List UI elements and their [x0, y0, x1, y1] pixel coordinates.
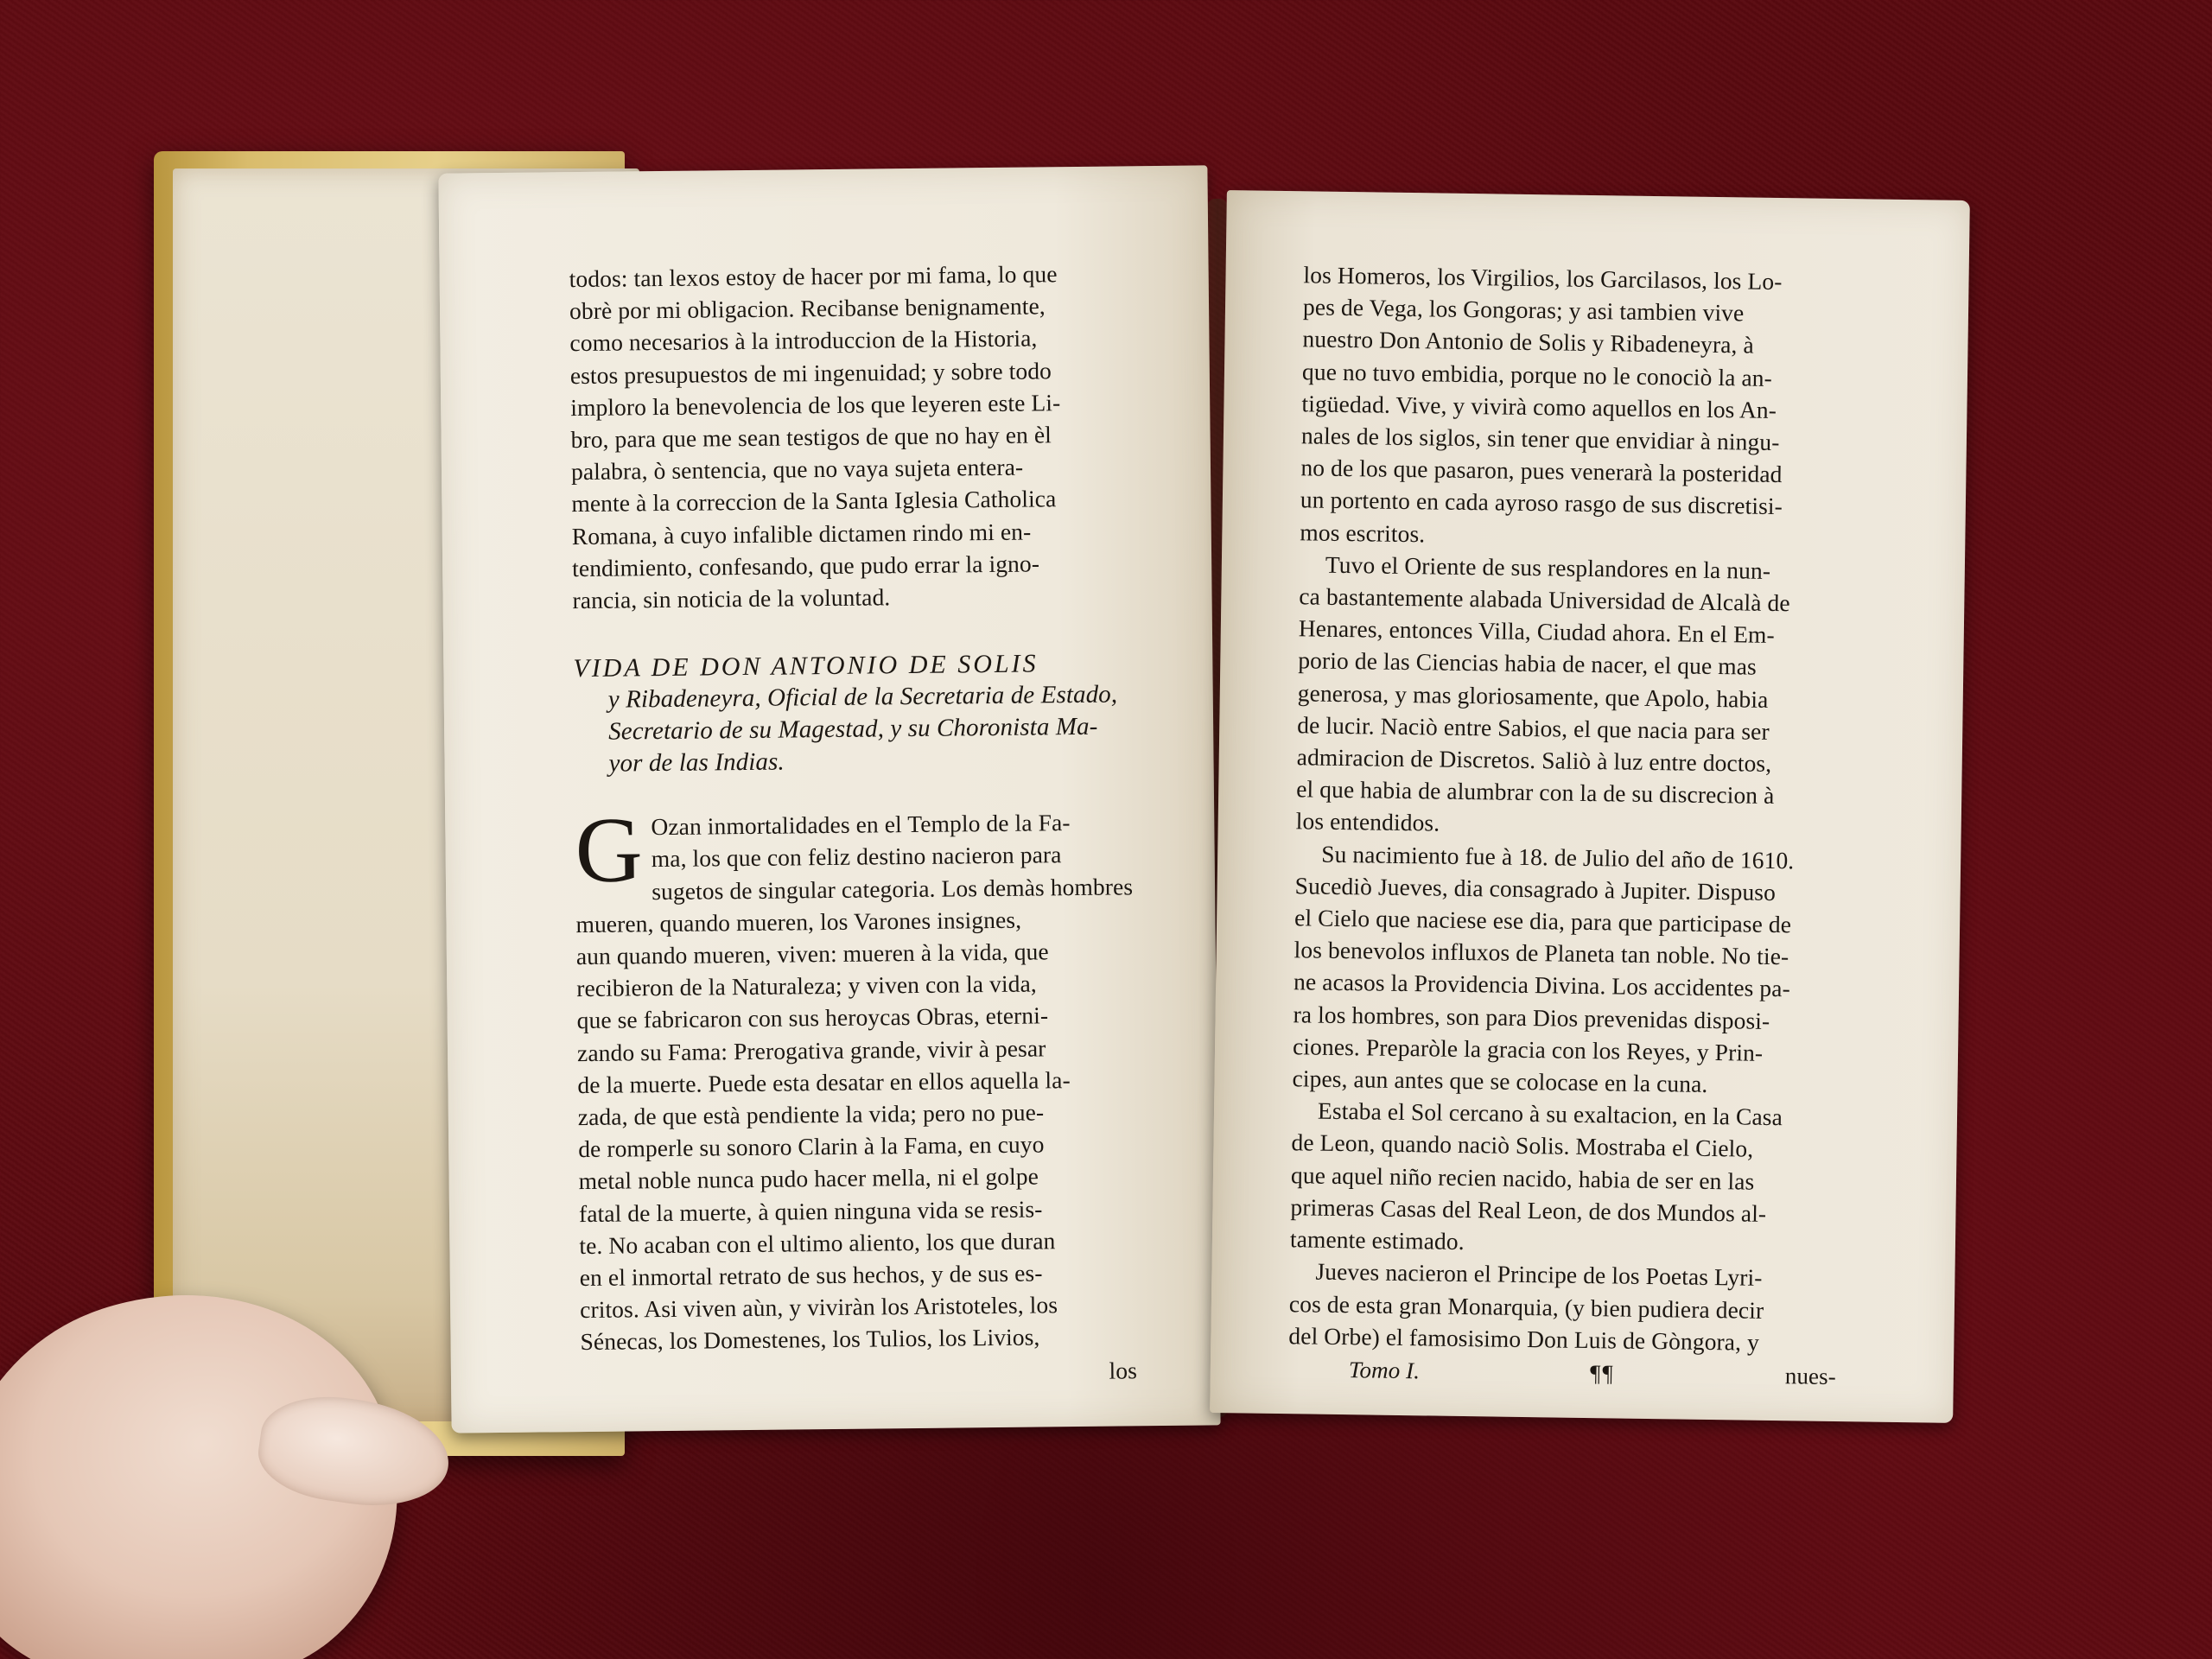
left-page	[438, 165, 1220, 1433]
text-line: mente à la correccion de la Santa Iglesia Catholica	[571, 485, 1057, 518]
text-line: Ozan inmortalidades en el Templo de la Fa-	[651, 809, 1071, 841]
catchword: nues-	[1784, 1363, 1837, 1389]
right-page	[1210, 190, 1970, 1423]
text-line: en el inmortal retrato de sus hechos, y de sus es-	[579, 1259, 1043, 1292]
text-line: recibieron de la Naturaleza; y viven con la vida,	[576, 969, 1037, 1002]
text-line: ciones. Preparòle la gracia con los Reyes, y Prin-	[1292, 1033, 1764, 1066]
text-line: de la muerte. Puede esta desatar en ellos aquella la-	[577, 1065, 1071, 1098]
text-line: Jueves nacieron el Principe de los Poetas Lyri-	[1315, 1257, 1763, 1292]
text-line: Henares, entonces Villa, Ciudad ahora. En el Em-	[1298, 614, 1775, 649]
text-line: ma, los que con feliz destino nacieron para	[651, 841, 1062, 873]
paragraph	[1295, 548, 1873, 845]
catchword: los	[1109, 1356, 1138, 1384]
text-line: cos de esta gran Monarquia, (y bien pudiera decir	[1288, 1289, 1764, 1324]
text-line: como necesarios à la introduccion de la Historia,	[569, 324, 1038, 357]
chapter-heading	[573, 646, 1155, 780]
volume-label: Tomo I.	[1348, 1357, 1421, 1384]
left-page-text	[569, 257, 1161, 1392]
text-line: zando su Fama: Prerogativa grande, vivir à pesar	[576, 1034, 1046, 1066]
text-line: que aquel niño recien nacido, habia de ser en las	[1290, 1160, 1755, 1195]
text-line: porio de las Ciencias habia de nacer, el que mas	[1298, 646, 1758, 681]
text-line: Tuvo el Oriente de sus resplandores en la nun-	[1325, 550, 1771, 584]
text-line: mueren, quando mueren, los Varones insignes,	[575, 906, 1022, 938]
text-line: bro, para que me sean testigos de que no hay en èl	[570, 421, 1052, 454]
text-line: ra los hombres, son para Dios prevenidas disposi-	[1293, 1000, 1770, 1034]
text-line: generosa, y mas gloriosamente, que Apolo, habia	[1297, 678, 1769, 713]
text-line: Romana, à cuyo infalible dictamen rindo mi en-	[571, 518, 1032, 550]
text-line: zada, de que està pendiente la vida; pero no pue-	[577, 1098, 1045, 1131]
text-line: del Orbe) el famosisimo Don Luis de Gòngora, y	[1288, 1321, 1760, 1356]
text-line: rancia, sin noticia de la voluntad.	[572, 583, 891, 614]
intro-paragraph	[569, 257, 1153, 616]
text-line: los Homeros, los Virgilios, los Garcilasos, los Lo-	[1303, 261, 1783, 296]
text-line: tamente estimado.	[1289, 1225, 1465, 1255]
text-line: imploro la benevolencia de los que leyeren este Li-	[570, 388, 1061, 421]
text-line: no de los que pasaron, pues venerarà la posteridad	[1300, 454, 1783, 488]
text-line: metal noble nunca pudo hacer mella, ni el golpe	[578, 1162, 1039, 1195]
text-line: un portento en cada ayroso rasgo de sus discretisi-	[1300, 486, 1783, 520]
text-line: el Cielo que naciese ese dia, para que participase de	[1294, 904, 1792, 938]
text-line: tendimiento, confesando, que pudo errar la igno-	[572, 550, 1040, 582]
text-line: cipes, aun antes que se colocase en la cuna.	[1292, 1065, 1708, 1098]
text-line: de Leon, quando naciò Solis. Mostraba el Cielo,	[1291, 1128, 1754, 1163]
text-line: nuestro Don Antonio de Solis y Ribadeneyra, à	[1302, 325, 1755, 359]
text-line: admiracion de Discretos. Saliò à luz entre doctos,	[1296, 743, 1772, 777]
text-line: sugetos de singular categoria. Los demàs hombres	[652, 872, 1134, 905]
text-line: que se fabricaron con sus heroycas Obras, eterni-	[576, 1001, 1049, 1034]
drop-cap: G	[574, 798, 644, 903]
chapter-subtitle-line: Secretario de su Magestad, y su Choronista Ma-	[608, 712, 1098, 746]
text-line: estos presupuestos de mi ingenuidad; y sobre todo	[569, 356, 1052, 389]
paragraph	[1288, 1255, 1863, 1359]
text-line: aun quando mueren, viven: mueren à la vida, que	[575, 938, 1049, 970]
text-line: te. No acaban con el ultimo aliento, los que duran	[579, 1227, 1056, 1259]
text-line: critos. Asi viven aùn, y viviràn los Aristoteles, los	[580, 1291, 1058, 1324]
paragraph	[1290, 1095, 1866, 1263]
text-line: tigüedad. Vive, y vivirà como aquellos en los An-	[1301, 390, 1777, 423]
text-line: Sénecas, los Domestenes, los Tulios, los Livios,	[580, 1323, 1040, 1356]
text-line: los entendidos.	[1295, 807, 1440, 837]
chapter-subtitle-line: yor de las Indias.	[608, 747, 785, 778]
right-page-text	[1288, 258, 1878, 1393]
paragraph	[1292, 837, 1869, 1103]
text-line: nales de los siglos, sin tener que envidiar à ningu-	[1300, 422, 1780, 456]
text-line: fatal de la muerte, à quien ninguna vida se resis-	[578, 1195, 1043, 1227]
text-line: mos escritos.	[1300, 518, 1426, 547]
opening-paragraph	[574, 798, 1161, 1392]
text-line: Sucediò Jueves, dia consagrado à Jupiter. Dispuso	[1294, 872, 1777, 906]
chapter-title: VIDA DE DON ANTONIO DE SOLIS	[573, 649, 1039, 683]
text-line: palabra, ò sentencia, que no vaya sujeta entera-	[570, 453, 1024, 486]
text-line: obrè por mi obligacion. Recibanse benignamente,	[569, 292, 1046, 325]
text-line: Su nacimiento fue à 18. de Julio del año de 1610.	[1320, 840, 1795, 874]
paragraph	[1300, 258, 1878, 556]
page-footer	[1288, 1353, 1862, 1393]
text-line: pes de Vega, los Gongoras; y asi tambien vive	[1302, 293, 1745, 327]
text-line: ne acasos la Providencia Divina. Los accidentes pa-	[1293, 968, 1791, 1002]
text-line: de lucir. Naciò entre Sabios, el que nacia para ser	[1297, 711, 1770, 745]
text-line: el que habia de alumbrar con la de su discrecion à	[1296, 775, 1775, 810]
signature-mark: ¶¶	[1590, 1359, 1615, 1387]
chapter-subtitle-line: y Ribadeneyra, Oficial de la Secretaria de Estado,	[607, 680, 1118, 714]
text-line: Estaba el Sol cercano à su exaltacion, en la Casa	[1317, 1096, 1783, 1131]
text-line: los benevolos influxos de Planeta tan noble. No tie-	[1294, 936, 1789, 970]
text-line: todos: tan lexos estoy de hacer por mi fama, lo que	[569, 260, 1058, 293]
text-line: que no tuvo embidia, porque no le conociò la an-	[1301, 357, 1773, 391]
text-line: ca bastantemente alabada Universidad de Alcalà de	[1299, 582, 1790, 617]
text-line: de romperle su sonoro Clarin à la Fama, en cuyo	[578, 1130, 1045, 1163]
text-line: primeras Casas del Real Leon, de dos Mundos al-	[1290, 1193, 1767, 1227]
